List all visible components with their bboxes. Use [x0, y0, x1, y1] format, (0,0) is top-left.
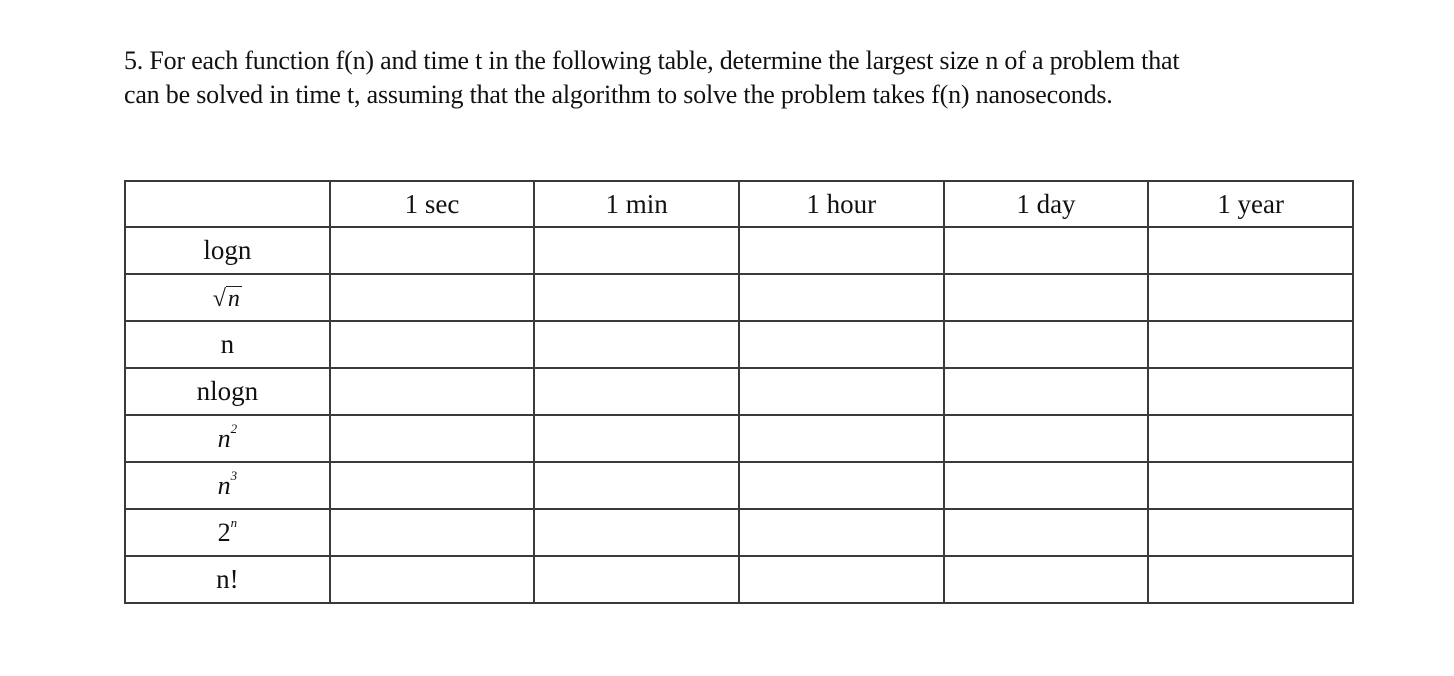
column-header-1-year: 1 year [1148, 181, 1353, 227]
table-cell [739, 274, 944, 321]
column-header-1-hour: 1 hour [739, 181, 944, 227]
table-row [125, 509, 1353, 556]
table-cell [1148, 415, 1353, 462]
row-label-n: n [125, 321, 330, 368]
table-header-row [125, 181, 1353, 227]
power-exponent: n [230, 515, 238, 531]
table-cell [739, 368, 944, 415]
complexity-table [124, 180, 1354, 604]
power-expression [217, 515, 238, 547]
table-row [125, 321, 1353, 368]
table-cell [944, 368, 1149, 415]
row-label-nlogn: nlogn [125, 368, 330, 415]
table-cell [739, 321, 944, 368]
table-cell [330, 321, 535, 368]
table-cell [534, 227, 739, 274]
table-cell [739, 415, 944, 462]
table-cell [944, 509, 1149, 556]
power-expression [217, 468, 238, 500]
table-cell [1148, 462, 1353, 509]
table-cell [944, 462, 1149, 509]
table-cell [944, 556, 1149, 603]
table-cell [330, 274, 535, 321]
table-cell [534, 321, 739, 368]
column-header-1-min: 1 min [534, 181, 739, 227]
table-cell [944, 274, 1149, 321]
table-cell [330, 227, 535, 274]
table-cell [739, 227, 944, 274]
power-exponent: 2 [230, 421, 238, 437]
table-row [125, 227, 1353, 274]
table-cell [739, 556, 944, 603]
table-row [125, 368, 1353, 415]
table-cell [944, 415, 1149, 462]
column-header-1-sec: 1 sec [330, 181, 535, 227]
table-cell [534, 509, 739, 556]
radical-sign: √ [212, 286, 226, 312]
table-cell [1148, 556, 1353, 603]
question-line-1: 5. For each function f(n) and time t in the following table, determine the largest size n of a problem that [124, 46, 1180, 75]
table-cell [739, 509, 944, 556]
table-cell [534, 462, 739, 509]
table-cell [1148, 227, 1353, 274]
table-cell [330, 509, 535, 556]
power-base: n [217, 471, 231, 500]
power-base: 2 [217, 518, 231, 547]
row-label-2-to-the-n [125, 509, 330, 556]
table-row [125, 274, 1353, 321]
row-label-n-cubed [125, 462, 330, 509]
table-row [125, 415, 1353, 462]
power-exponent: 3 [230, 468, 238, 484]
row-label-n-squared [125, 415, 330, 462]
table-cell [330, 462, 535, 509]
row-label-sqrt-n [125, 274, 330, 321]
sqrt-expression [213, 286, 242, 313]
table-cell [534, 415, 739, 462]
table-cell [330, 415, 535, 462]
table-cell [944, 321, 1149, 368]
table-cell [330, 556, 535, 603]
table-cell [534, 556, 739, 603]
table-cell [1148, 274, 1353, 321]
table-cell [1148, 321, 1353, 368]
table-cell [739, 462, 944, 509]
question-line-2: can be solved in time t, assuming that the algorithm to solve the problem takes f(n) nanoseconds. [124, 80, 1113, 109]
radicand: n [227, 286, 240, 312]
table-corner-cell [125, 181, 330, 227]
power-expression [217, 421, 238, 453]
table-cell [330, 368, 535, 415]
column-header-1-day: 1 day [944, 181, 1149, 227]
table-cell [1148, 368, 1353, 415]
power-base: n [217, 424, 231, 453]
table-cell [944, 227, 1149, 274]
table-row [125, 462, 1353, 509]
table-cell [534, 274, 739, 321]
row-label-logn: logn [125, 227, 330, 274]
table-cell [1148, 509, 1353, 556]
row-label-n-factorial: n! [125, 556, 330, 603]
question-text [124, 44, 1364, 112]
table-cell [534, 368, 739, 415]
table-row [125, 556, 1353, 603]
